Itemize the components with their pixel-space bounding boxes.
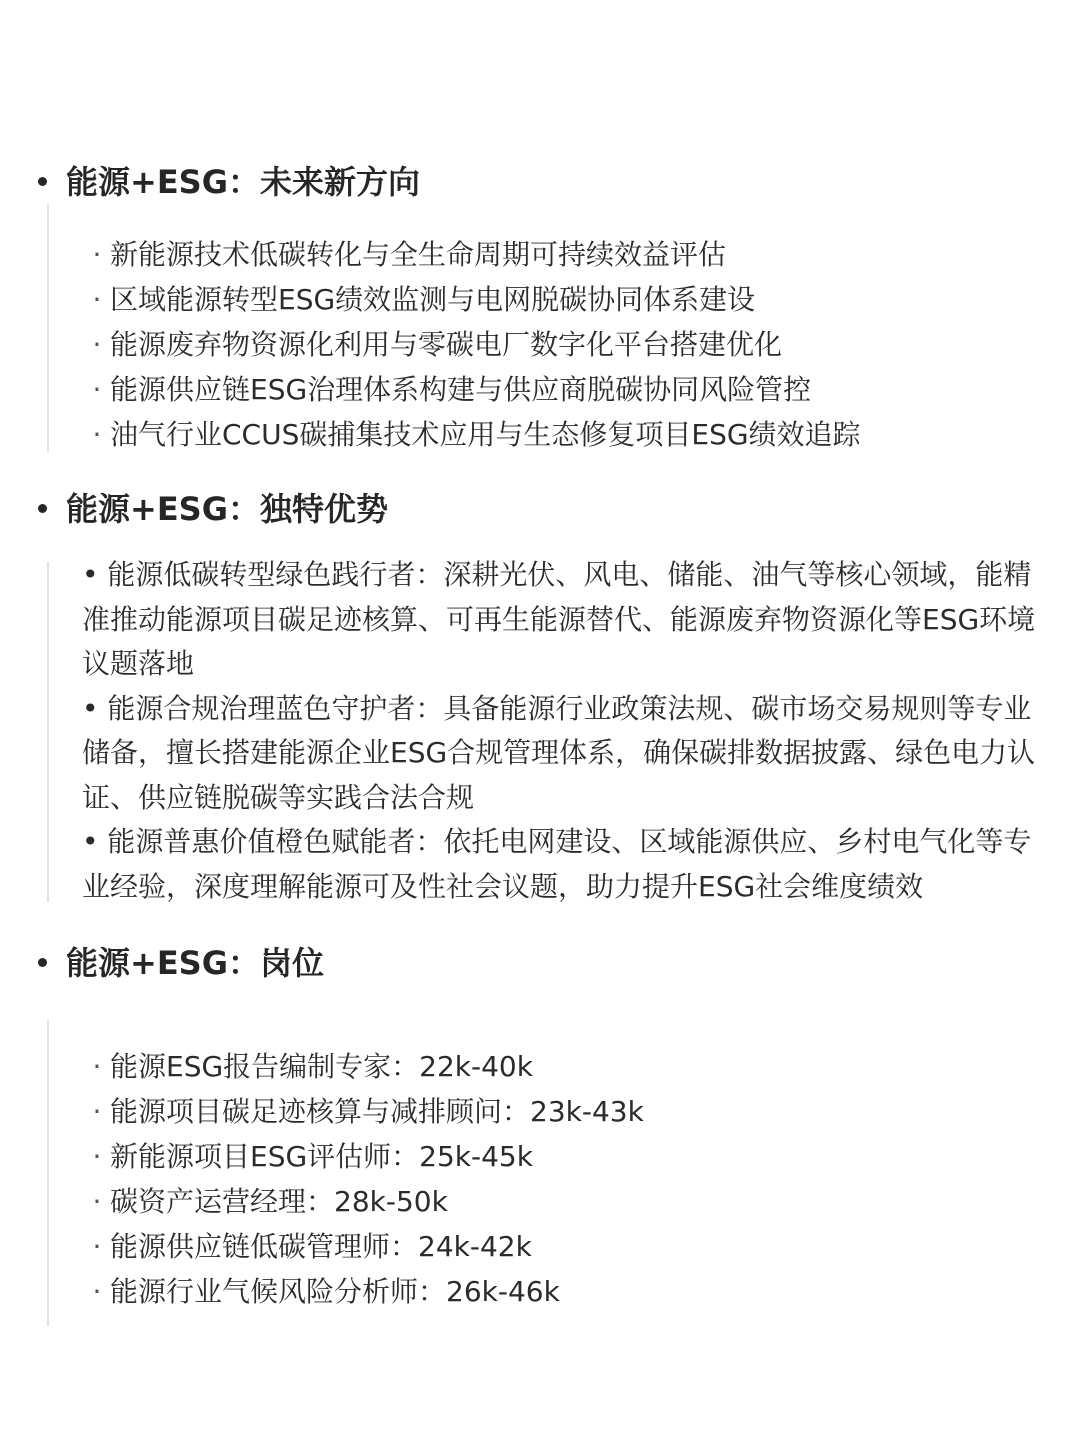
list-item: · 能源供应链ESG治理体系构建与供应商脱碳协同风险管控 [92, 373, 812, 406]
unique-advantages-list [82, 553, 1042, 909]
section-heading-positions: 能源+ESG：岗位 [38, 943, 324, 983]
bullet-dot [38, 958, 47, 967]
list-item: · 能源ESG报告编制专家：22k-40k [92, 1050, 533, 1083]
list-item: • 能源普惠价值橙色赋能者：依托电网建设、区域能源供应、乡村电气化等专业经验，深度理解能源可及性社会议题，助力提升ESG社会维度绩效 [82, 825, 1032, 903]
list-item: · 能源供应链低碳管理师：24k-42k [92, 1230, 532, 1263]
section-heading-future-directions: 能源+ESG：未来新方向 [38, 162, 420, 202]
list-item: · 新能源项目ESG评估师：25k-45k [92, 1140, 533, 1173]
section-heading-unique-advantages: 能源+ESG：独特优势 [38, 489, 388, 529]
quote-bar [47, 204, 49, 452]
positions-list [84, 1044, 644, 1314]
list-item: • 能源合规治理蓝色守护者：具备能源行业政策法规、碳市场交易规则等专业储备，擅长搭建能源企业ESG合规管理体系，确保碳排数据披露、绿色电力认证、供应链脱碳等实践合法合规 [82, 691, 1036, 814]
list-item: · 新能源技术低碳转化与全生命周期可持续效益评估 [92, 238, 727, 271]
list-item: · 能源行业气候风险分析师：26k-46k [92, 1275, 560, 1308]
list-item: · 碳资产运营经理：28k-50k [92, 1185, 448, 1218]
list-item: · 区域能源转型ESG绩效监测与电网脱碳协同体系建设 [92, 283, 756, 316]
bullet-dot [38, 177, 47, 186]
quote-bar [47, 1020, 49, 1326]
quote-bar [47, 562, 49, 902]
list-item: · 油气行业CCUS碳捕集技术应用与生态修复项目ESG绩效追踪 [92, 418, 861, 451]
bullet-dot [38, 504, 47, 513]
list-item: · 能源废弃物资源化利用与零碳电厂数字化平台搭建优化 [92, 328, 783, 361]
future-directions-list [84, 232, 861, 457]
list-item: • 能源低碳转型绿色践行者：深耕光伏、风电、储能、油气等核心领域，能精准推动能源项目碳足迹核算、可再生能源替代、能源废弃物资源化等ESG环境议题落地 [82, 558, 1036, 680]
list-item: · 能源项目碳足迹核算与减排顾问：23k-43k [92, 1095, 644, 1128]
